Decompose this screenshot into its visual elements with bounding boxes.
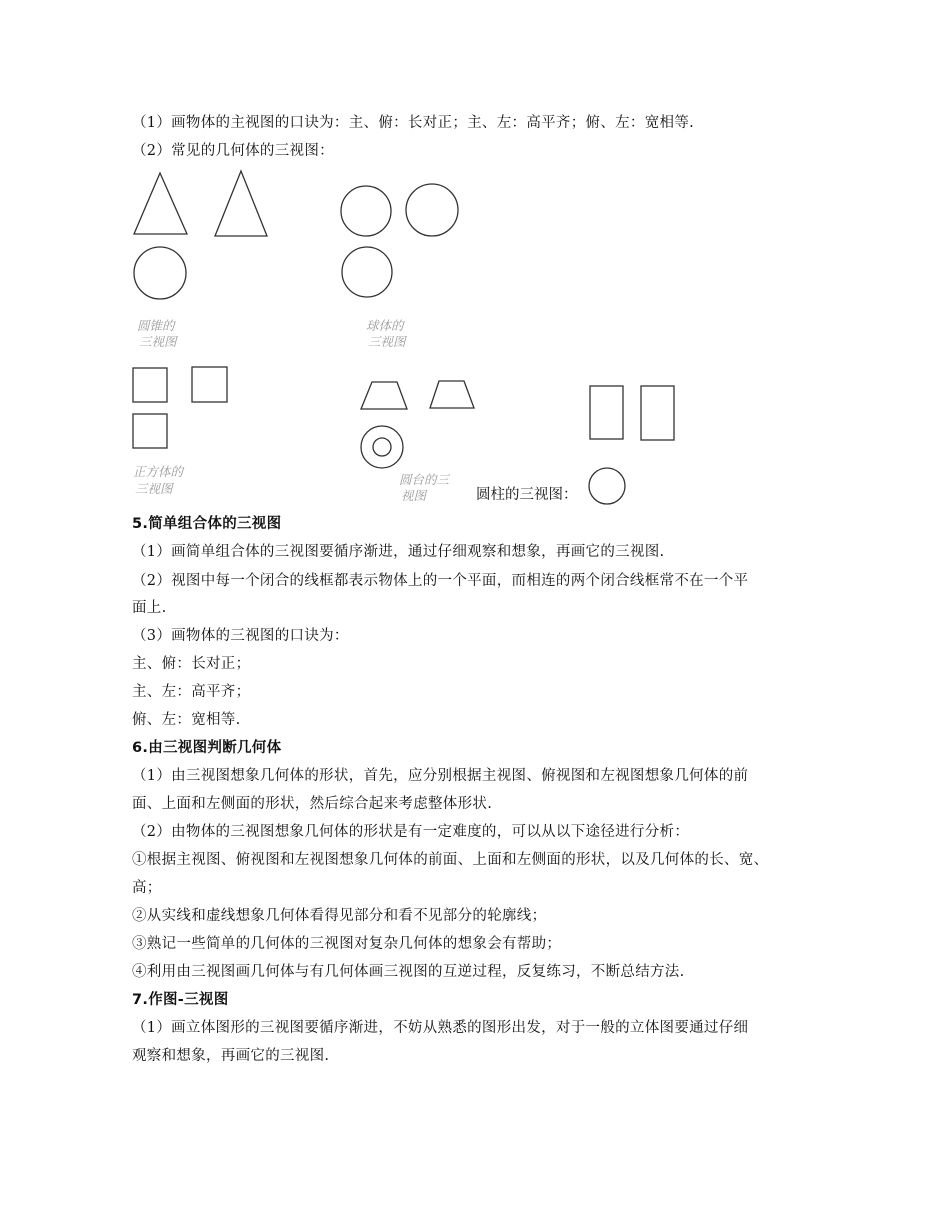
cube-front-view [133, 368, 167, 402]
cylinder-front-view [590, 386, 623, 439]
frustum-caption-line1: 圆台的三 [399, 472, 450, 487]
section-5-rule-1: 主、俯：长对正； [132, 656, 251, 672]
section-6-item-3: ③熟记一些简单的几何体的三视图对复杂几何体的想象会有帮助； [132, 936, 562, 952]
cube-caption-line2: 三视图 [135, 481, 173, 496]
cylinder-side-view [641, 386, 674, 440]
section-6-item-1a: ①根据主视图、俯视图和左视图想象几何体的前面、上面和左侧面的形状，以及几何体的长、宽、 [132, 852, 769, 868]
section-5-rule-3: 俯、左：宽相等. [132, 712, 241, 728]
section-5-heading: 5.简单组合体的三视图 [132, 516, 282, 532]
section-6-para-1a: （1）由三视图想象几何体的形状，首先，应分别根据主视图、俯视图和左视图想象几何体的前 [132, 768, 749, 784]
section-7-heading: 7.作图-三视图 [132, 992, 229, 1008]
cone-top-view [134, 247, 186, 299]
sphere-front-view [341, 186, 391, 236]
three-views-figure [0, 0, 950, 520]
frustum-top-inner [373, 438, 391, 456]
section-7-para-1a: （1）画立体图形的三视图要循序渐进，不妨从熟悉的图形出发，对于一般的立体图要通过仔细 [132, 1020, 749, 1036]
cone-side-view [215, 171, 267, 236]
section-7-para-1b: 观察和想象，再画它的三视图. [132, 1048, 330, 1064]
frustum-side-view [430, 381, 474, 408]
section-5-para-2b: 面上. [132, 600, 167, 616]
intro-rule-line: （1）画物体的主视图的口诀为：主、俯：长对正；主、左：高平齐；俯、左：宽相等. [132, 115, 695, 131]
sphere-top-view [342, 247, 392, 297]
section-5-para-2a: （2）视图中每一个闭合的线框都表示物体上的一个平面，而相连的两个闭合线框常不在一个平 [132, 573, 749, 589]
cone-caption-line1: 圆锥的 [137, 318, 175, 333]
section-5-para-3: （3）画物体的三视图的口诀为： [132, 628, 349, 644]
section-6-item-4: ④利用由三视图画几何体与有几何体画三视图的互逆过程，反复练习，不断总结方法. [132, 964, 685, 980]
section-5-para-1: （1）画简单组合体的三视图要循序渐进，通过仔细观察和想象，再画它的三视图. [132, 544, 665, 560]
intro-common-views-line: （2）常见的几何体的三视图： [132, 143, 334, 159]
frustum-front-view [361, 382, 407, 409]
cube-top-view [133, 414, 167, 448]
cylinder-caption: 圆柱的三视图： [476, 487, 578, 503]
sphere-side-view [406, 184, 458, 236]
cylinder-top-view [589, 468, 625, 504]
cone-caption-line2: 三视图 [139, 334, 177, 349]
section-6-heading: 6.由三视图判断几何体 [132, 740, 282, 756]
section-5-rule-2: 主、左：高平齐； [132, 684, 251, 700]
frustum-top-outer [361, 426, 403, 468]
sphere-caption-line1: 球体的 [366, 318, 404, 333]
cube-caption-line1: 正方体的 [133, 464, 184, 479]
cube-side-view [192, 367, 227, 402]
section-6-item-1b: 高； [132, 880, 162, 896]
section-6-para-2: （2）由物体的三视图想象几何体的形状是有一定难度的，可以从以下途径进行分析： [132, 824, 690, 840]
sphere-caption-line2: 三视图 [368, 334, 406, 349]
cone-front-view [134, 173, 187, 234]
section-6-para-1b: 面、上面和左侧面的形状，然后综合起来考虑整体形状. [132, 796, 493, 812]
section-6-item-2: ②从实线和虚线想象几何体看得见部分和看不见部分的轮廓线； [132, 908, 547, 924]
frustum-caption-line2: 视图 [401, 488, 427, 503]
